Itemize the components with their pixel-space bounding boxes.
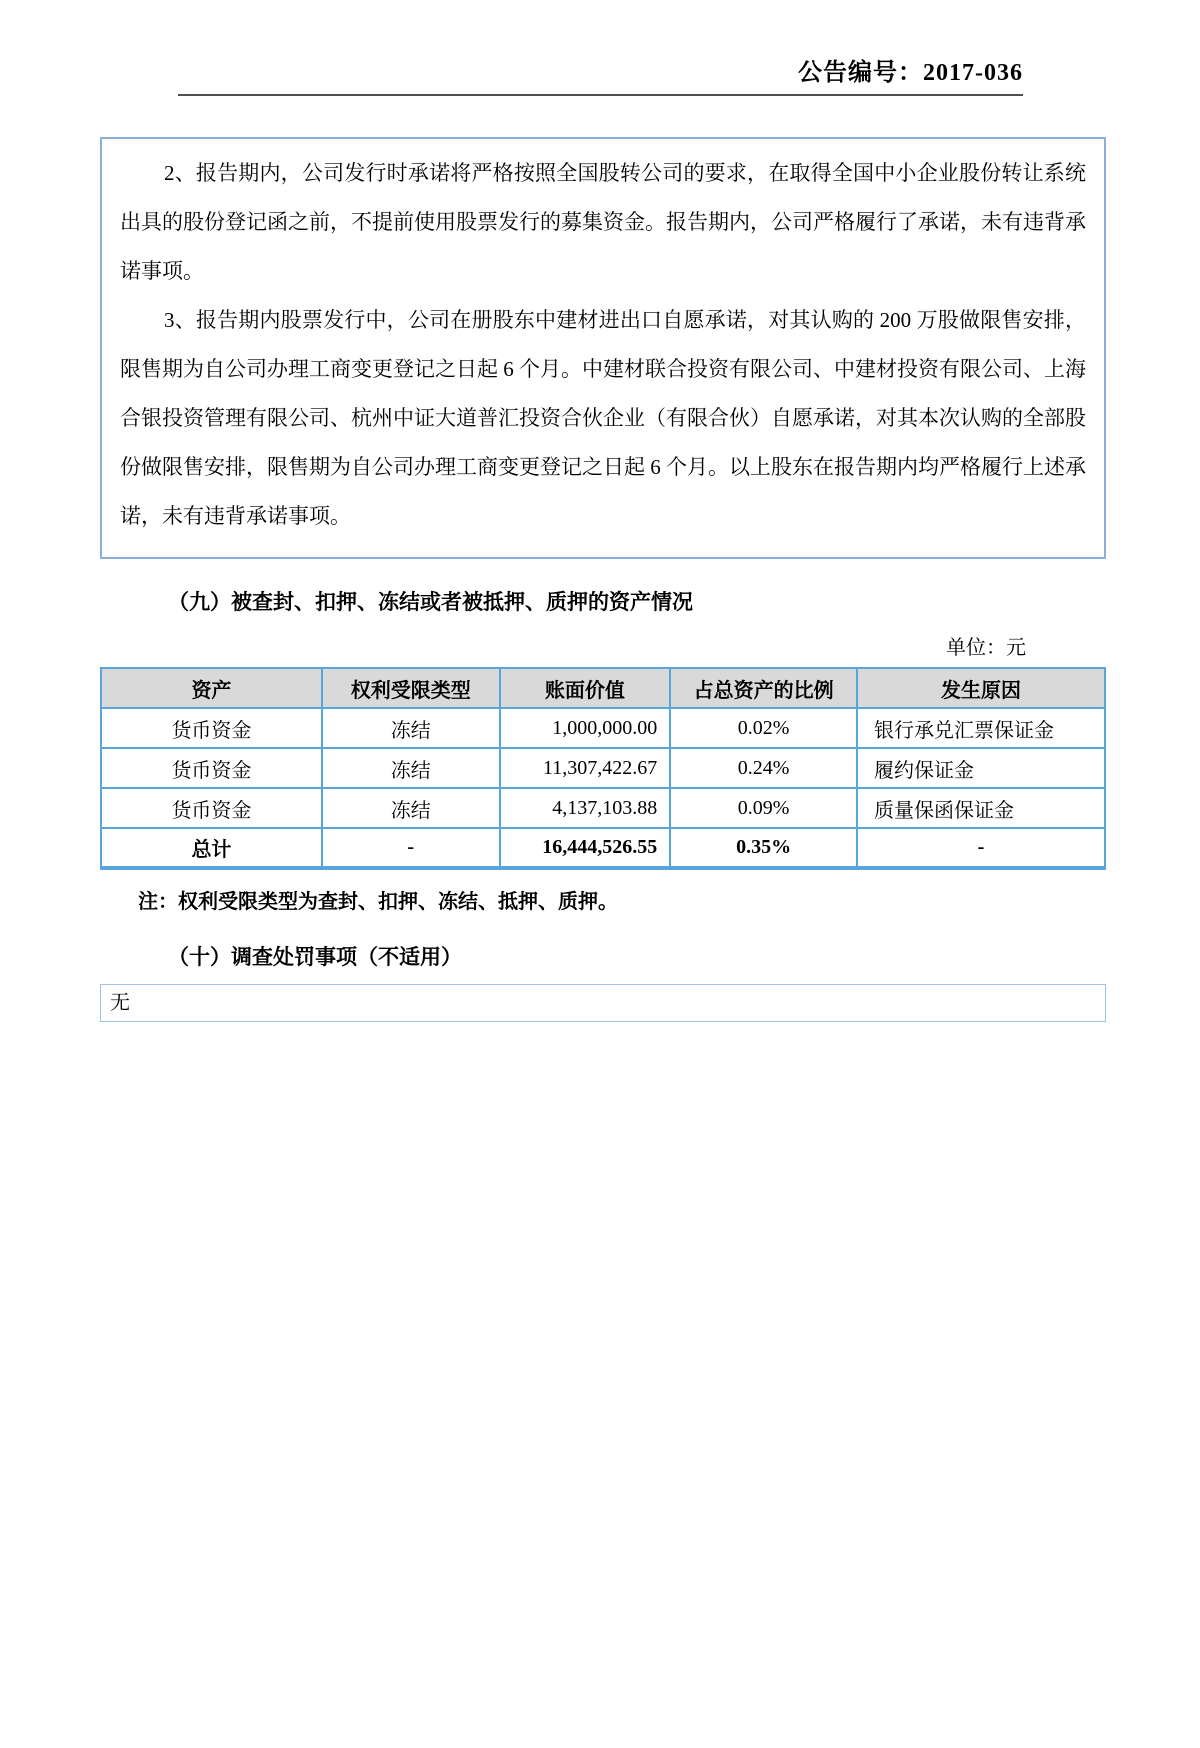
restricted-assets-table [100, 667, 1106, 870]
commitment-paragraph-2: 2、报告期内，公司发行时承诺将严格按照全国股转公司的要求，在取得全国中小企业股份转让系统出具的股份登记函之前，不提前使用股票发行的募集资金。报告期内，公司严格履行了承诺，未有违背承诺事项。 [120, 161, 1086, 283]
section-ten-content-box: 无 [100, 984, 1106, 1022]
cell-restriction-type: 冻结 [322, 788, 500, 828]
cell-total-restriction-type: - [322, 828, 500, 868]
commitments-box [100, 137, 1106, 559]
cell-total-book-value: 16,444,526.55 [500, 828, 671, 868]
table-header-row [101, 668, 1105, 708]
table-total-row [101, 828, 1105, 868]
table-row [101, 708, 1105, 748]
cell-total-ratio: 0.35% [670, 828, 857, 868]
cell-ratio: 0.24% [670, 748, 857, 788]
cell-restriction-type: 冻结 [322, 708, 500, 748]
table-row [101, 748, 1105, 788]
cell-reason: 银行承兑汇票保证金 [857, 708, 1105, 748]
cell-asset: 货币资金 [101, 748, 322, 788]
cell-restriction-type: 冻结 [322, 748, 500, 788]
col-header-asset: 资产 [101, 668, 322, 708]
section-nine-title: （九）被查封、扣押、冻结或者被抵押、质押的资产情况 [168, 590, 693, 614]
cell-reason: 履约保证金 [857, 748, 1105, 788]
col-header-restriction-type: 权利受限类型 [322, 668, 500, 708]
col-header-ratio: 占总资产的比例 [670, 668, 857, 708]
cell-asset: 货币资金 [101, 788, 322, 828]
cell-book-value: 4,137,103.88 [500, 788, 671, 828]
page-content [100, 137, 1106, 1022]
section-ten-title: （十）调查处罚事项（不适用） [168, 945, 462, 969]
cell-book-value: 1,000,000.00 [500, 708, 671, 748]
col-header-reason: 发生原因 [857, 668, 1105, 708]
table-row [101, 788, 1105, 828]
cell-ratio: 0.09% [670, 788, 857, 828]
doc-number: 公告编号：2017-036 [178, 52, 1023, 96]
table-note: 注：权利受限类型为查封、扣押、冻结、抵押、质押。 [138, 891, 618, 913]
commitment-paragraph-3: 3、报告期内股票发行中，公司在册股东中建材进出口自愿承诺，对其认购的 200 万股做限售安排，限售期为自公司办理工商变更登记之日起 6 个月。中建材联合投资有限公司、中建材投资有限公司、上海合银投资管理有限公司、杭州中证大道普汇投资合伙企业（有限合伙）自愿承诺，对其本次认购的全部股份做限售安排，限售期为自公司办理工商变更登记之日起 6 个月。以上股东在报告期内均严格履行上述承诺，未有违背承诺事项。 [120, 308, 1086, 528]
cell-book-value: 11,307,422.67 [500, 748, 671, 788]
unit-label: 单位：元 [946, 637, 1026, 659]
cell-ratio: 0.02% [670, 708, 857, 748]
cell-asset: 货币资金 [101, 708, 322, 748]
cell-total-label: 总计 [101, 828, 322, 868]
cell-total-reason: - [857, 828, 1105, 868]
col-header-book-value: 账面价值 [500, 668, 671, 708]
cell-reason: 质量保函保证金 [857, 788, 1105, 828]
